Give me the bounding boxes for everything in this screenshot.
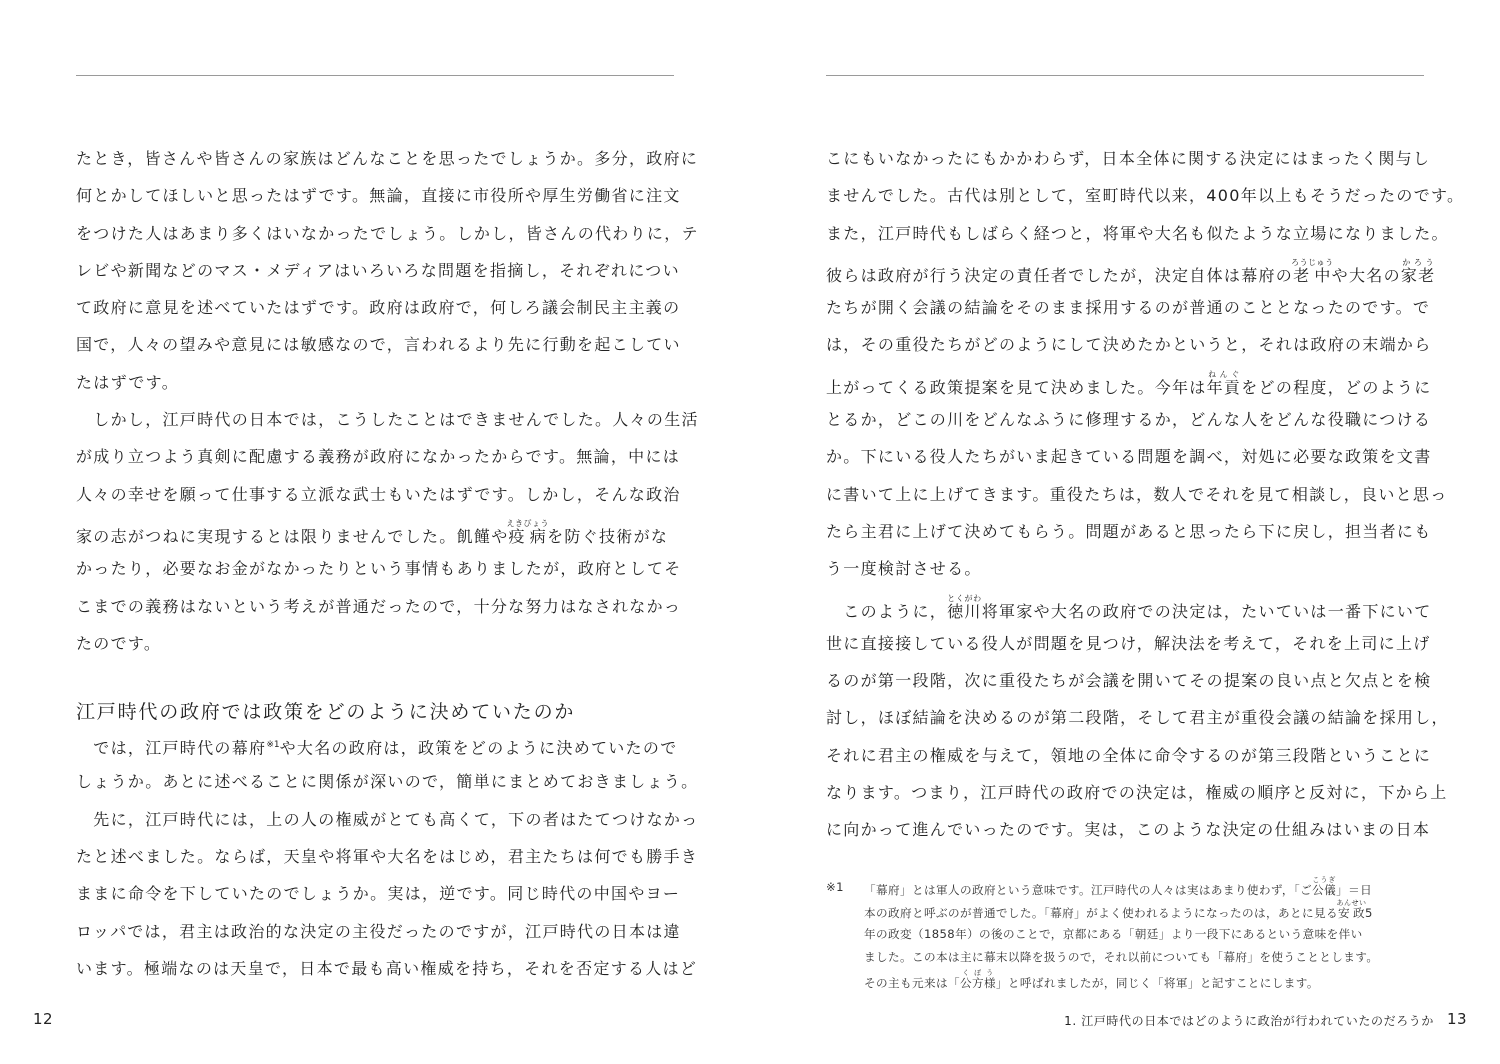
text-line: しょうか。あとに述べることに関係が深いので，簡単にまとめておきましょう。 — [76, 772, 699, 792]
text-line: それに君主の権威を与えて，領地の全体に命令するのが第三段階ということに — [826, 745, 1432, 765]
ruby-tokugawa: 徳川とくがわ — [947, 593, 982, 621]
page-number-left: 12 — [33, 1010, 54, 1028]
text-line: 世に直接接している役人が問題を見つけ，解決法を考えて，それを上司に上げ — [826, 633, 1431, 653]
text-line-with-ruby: 彼らは政府が行う決定の責任者でしたが，決定自体は幕府の老中ろうじゅうや大名の家老かろう — [826, 257, 1436, 285]
text-line: 何とかしてほしいと思ったはずです。無論，直接に市役所や厚生労働省に注文 — [76, 186, 681, 206]
text-line: 討し，ほぼ結論を決めるのが第二段階，そして君主が重役会議の結論を採用し， — [826, 708, 1449, 728]
text-line: 国で，人々の望みや意見には敏感なので，言われるより先に行動を起こしてい — [76, 335, 681, 355]
footnote-row: ※1 「幕府」とは軍人の政府という意味です。江戸時代の人々は実はあまり使わず，「ご公儀こうぎ」＝日 — [826, 876, 1426, 899]
header-rule-right — [826, 75, 1424, 76]
text-line: レビや新聞などのマス・メディアはいろいろな問題を指摘し，それぞれについ — [76, 260, 680, 280]
text-line: たとき，皆さんや皆さんの家族はどんなことを思ったでしょうか。多分，政府に — [76, 149, 699, 168]
footnote-row: 本の政府と呼ぶのが普通でした。「幕府」がよく使われるようになったのは，あとに見る安政あんせい5 — [864, 899, 1373, 921]
header-rule-left — [76, 75, 674, 76]
text-line: て政府に意見を述べていたはずです。政府は政府で，何しろ議会制民主主義の — [76, 298, 681, 318]
left-lines-part2 — [76, 556, 682, 668]
footnote-row: その主も元来は「公方様くぼう」と呼ばれましたが，同じく「将軍」と記すことにします。 — [864, 969, 1319, 991]
text-line: たと述べました。ならば，天皇や将軍や大名をはじめ，君主たちは何でも勝手き — [76, 847, 699, 867]
ruby-ekibyou: 疫病えきびょう — [506, 518, 550, 546]
text-line: に書いて上に上げてきます。重役たちは，数人でそれを見て相談し，良いと思っ — [826, 484, 1448, 504]
text-line: こにもいなかったにもかかわらず，日本全体に関する決定にはまったく関与し — [826, 149, 1431, 168]
text-line: るのが第一段階，次に重役たちが会議を開いてその提案の良い点と欠点とを検 — [826, 671, 1432, 691]
text-line-with-ruby: このように，徳川とくがわ将軍家や大名の政府での決定は，たいていは一番下にいて — [826, 593, 1432, 621]
right-page-body — [826, 146, 1465, 855]
text-line: たはずです。 — [76, 372, 180, 392]
text-line: をつけた人はあまり多くはいなかったでしょう。しかし，皆さんの代わりに，テ — [76, 223, 699, 243]
text-line-with-ruby: 上がってくる政策提案を見て決めました。今年は年貢ねんぐをどの程度，どのように — [826, 369, 1432, 397]
footnote-row: ました。この本は主に幕末以降を扱うので，それ以前についても「幕府」を使うこととします。 — [864, 949, 1379, 964]
text-line: います。極端なのは天皇で，日本で最も高い権威を持ち，それを否定する人はど — [76, 958, 698, 978]
text-line: に向かって進んでいったのです。実は，このような決定の仕組みはいまの日本 — [826, 820, 1431, 840]
text-line: は，その重役たちがどのようにして決めたかというと，それは政府の末端から — [826, 335, 1432, 355]
text-line: たちが開く会議の結論をそのまま採用するのが普通のこととなったのです。で — [826, 298, 1431, 318]
left-lines-part1 — [76, 146, 699, 519]
right-lines-part3 — [826, 407, 1448, 593]
text-line: たら主君に上げて決めてもらう。問題があると思ったら下に戻し，担当者にも — [826, 521, 1432, 541]
text-line: とるか，どこの川をどんなふうに修理するか，どんな人をどんな役職につける — [826, 410, 1432, 430]
ruby-kubou: 公方様くぼう — [959, 969, 996, 991]
text-line: こまでの義務はないという考えが普通だったので，十分な努力はなされなかっ — [76, 596, 682, 616]
text-line: ませんでした。古代は別として，室町時代以来，400年以上もそうだったのです。 — [826, 186, 1465, 206]
text-line: う一度検討させる。 — [826, 559, 982, 579]
text-line: 先に，江戸時代には，上の人の権威がとても高くて，下の者はたてつけなかっ — [76, 809, 699, 829]
text-line: が成り立つよう真剣に配慮する義務が政府になかったからです。無論，中には — [76, 447, 681, 467]
footnote — [826, 876, 1426, 992]
right-lines-part4 — [826, 631, 1449, 855]
text-line: たのです。 — [76, 633, 162, 653]
text-line: かったり，必要なお金がなかったりという事情もありましたが，政府としてそ — [76, 559, 682, 579]
text-line: ロッパでは，君主は政治的な決定の主役だったのですが，江戸時代の日本は違 — [76, 921, 681, 941]
running-title: 1. 江戸時代の日本ではどのように政治が行われていたのだろうか — [1064, 1014, 1434, 1028]
ruby-kougi: 公儀こうぎ — [1312, 876, 1337, 897]
left-lines-part3 — [76, 769, 699, 993]
footnote-row: 年の政変（1858年）の後のことで，京都にある「朝廷」より一段下にあるという意味を伴い — [864, 926, 1363, 941]
left-page-body — [76, 146, 699, 993]
text-line: なります。つまり，江戸時代の政府での決定は，権威の順序と反対に，下から上 — [826, 783, 1448, 803]
ruby-karou: 家老かろう — [1400, 257, 1436, 285]
text-line-with-footnote-mark: では，江戸時代の幕府$^{※1}$や大名の政府は，政策をどのように決めていたので — [76, 738, 678, 758]
text-line: か。下にいる役人たちがいま起きている問題を調べ，対処に必要な政策を文書 — [826, 447, 1432, 467]
right-lines-part2 — [826, 295, 1432, 370]
section-heading: 江戸時代の政府では政策をどのように決めていたのか — [76, 701, 576, 724]
text-line: しかし，江戸時代の日本では，こうしたことはできませんでした。人々の生活 — [76, 410, 699, 430]
ruby-nengu: 年貢ねんぐ — [1206, 369, 1242, 397]
text-line: ままに命令を下していたのでしょうか。実は，逆です。同じ時代の中国やヨー — [76, 884, 681, 904]
ruby-roujuu: 老中ろうじゅう — [1291, 257, 1334, 285]
text-line: 人々の幸せを願って仕事する立派な武士もいたはずです。しかし，そんな政治 — [76, 484, 681, 504]
footnote-reference: ※1 — [266, 740, 280, 751]
text-line: また，江戸時代もしばらく経つと，将軍や大名も似たような立場になりました。 — [826, 223, 1449, 243]
right-lines-part1 — [826, 146, 1465, 258]
page-number-right: 13 — [1447, 1010, 1468, 1028]
ruby-ansei: 安政あんせい — [1336, 899, 1367, 921]
footnote-mark: ※1 — [826, 880, 844, 894]
text-line-with-ruby: 家の志がつねに実現するとは限りませんでした。飢饉や疫病えきびょうを防ぐ技術がな — [76, 518, 669, 546]
